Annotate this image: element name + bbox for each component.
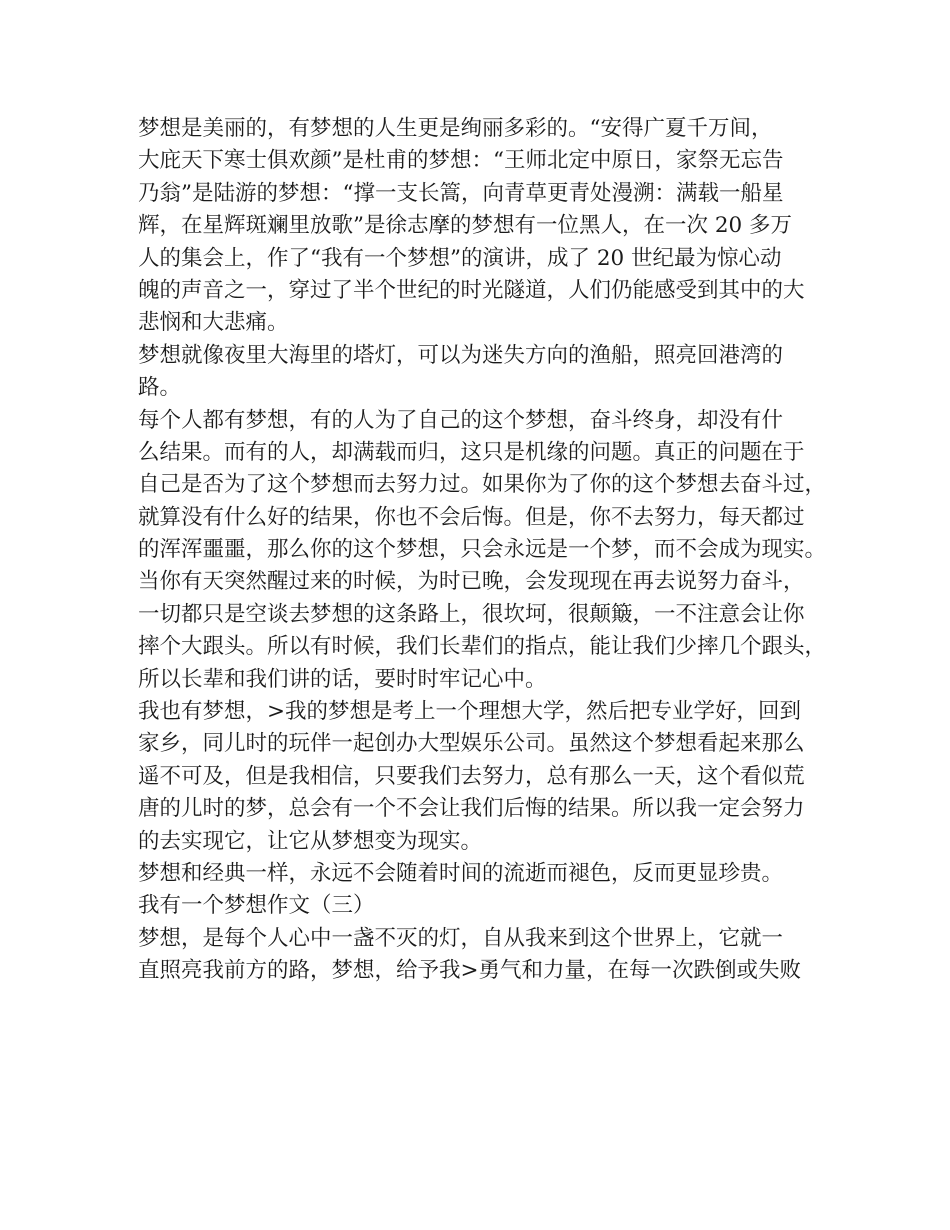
text-line: 家乡，同儿时的玩伴一起创办大型娱乐公司。虽然这个梦想看起来那么: [138, 731, 805, 757]
text-line: 路。: [138, 375, 182, 401]
text-line: 遥不可及，但是我相信，只要我们去努力，总有那么一天，这个看似荒: [138, 763, 805, 789]
text-line: 唐的儿时的梦，总会有一个不会让我们后悔的结果。所以我一定会努力: [138, 796, 805, 822]
text-line: 人的集会上，作了“我有一个梦想”的演讲，成了 20 世纪最为惊心动: [138, 245, 782, 271]
text-line: 梦想和经典一样，永远不会随着时间的流逝而褪色，反而更显珍贵。: [138, 860, 784, 886]
text-line: 魄的声音之一，穿过了半个世纪的时光隧道，人们仍能感受到其中的大: [138, 277, 805, 303]
text-line: 直照亮我前方的路，梦想，给予我>勇气和力量，在每一次跌倒或失败: [138, 958, 802, 984]
section-heading: 我有一个梦想作文（三）: [138, 893, 375, 919]
text-line: 当你有天突然醒过来的时候，为时已晚，会发现现在再去说努力奋斗，: [138, 569, 805, 595]
essay-text: [138, 113, 828, 988]
text-line: 悲悯和大悲痛。: [138, 310, 289, 336]
text-line: 摔个大跟头。所以有时候，我们长辈们的指点，能让我们少摔几个跟头，: [138, 634, 827, 660]
text-line: 自己是否为了这个梦想而去努力过。如果你为了你的这个梦想去奋斗过，: [138, 472, 827, 498]
text-line: 乃翁”是陆游的梦想：“撑一支长篙，向青草更青处漫溯：满载一船星: [138, 180, 784, 206]
text-line: 么结果。而有的人，却满载而归，这只是机缘的问题。真正的问题在于: [138, 439, 805, 465]
text-line: 就算没有什么好的结果，你也不会后悔。但是，你不去努力，每天都过: [138, 504, 805, 530]
text-line: 所以长辈和我们讲的话，要时时牢记心中。: [138, 666, 547, 692]
text-line: 一切都只是空谈去梦想的这条路上，很坎坷，很颠簸，一不注意会让你: [138, 601, 805, 627]
text-line: 辉，在星辉斑斓里放歌”是徐志摩的梦想有一位黑人，在一次 20 多万: [138, 213, 793, 239]
text-line: 梦想就像夜里大海里的塔灯，可以为迷失方向的渔船，照亮回港湾的: [138, 342, 784, 368]
text-line: 的浑浑噩噩，那么你的这个梦想，只会永远是一个梦，而不会成为现实。: [138, 537, 827, 563]
text-line: 每个人都有梦想，有的人为了自己的这个梦想，奋斗终身，却没有什: [138, 407, 784, 433]
text-line: 梦想，是每个人心中一盏不灭的灯，自从我来到这个世界上，它就一: [138, 925, 784, 951]
text-line: 我也有梦想，>我的梦想是考上一个理想大学，然后把专业学好，回到: [138, 699, 802, 725]
text-line: 大庇天下寒士俱欢颜”是杜甫的梦想：“王师北定中原日，家祭无忘告: [138, 148, 784, 174]
text-line: 梦想是美丽的，有梦想的人生更是绚丽多彩的。“安得广夏千万间，: [138, 116, 773, 141]
text-line: 的去实现它，让它从梦想变为现实。: [138, 828, 483, 854]
